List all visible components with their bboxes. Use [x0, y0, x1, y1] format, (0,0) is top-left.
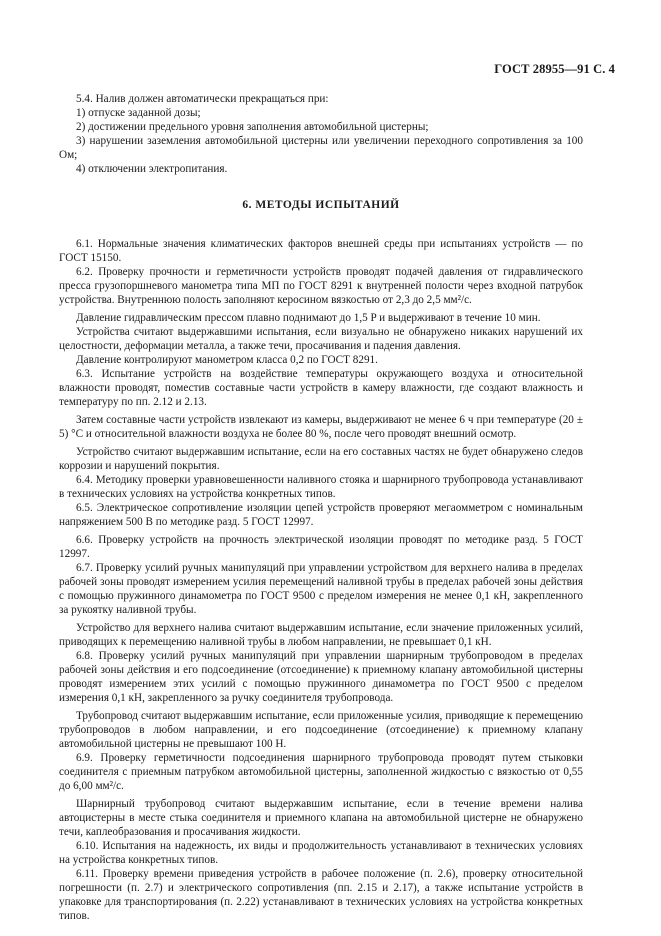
clause-6-10: 6.10. Испытания на надежность, их виды и продолжительность устанавливают в технических условиях на устройства конкретных типов.: [59, 840, 583, 866]
page-content: [59, 92, 583, 923]
clause-6-2: 6.2. Проверку прочности и герметичности устройств проводят подачей давления от гидравлического пресса грузопоршневого манометра типа МП по ГОСТ 8291 к внутренней полости через входной патрубок устройства. Внутреннюю полость заполняют керосином вязкостью от 2,3 до 2,5 мм²/с.: [59, 266, 583, 306]
clause-6-4: 6.4. Методику проверки уравновешенности наливного стояка и шарнирного трубопровода устанавливают в технических условиях на устройства конкретных типов.: [59, 474, 583, 500]
clause-6-9: 6.9. Проверку герметичности подсоединения шарнирного трубопровода проводят путем стыковки соединителя с приемным патрубком автомобильной цистерны, заполненной жидкостью с вязкостью от 0,55 до 6,00 мм²/с.: [59, 752, 583, 792]
clause-5-4-item-2: 2) достижении предельного уровня заполнения автомобильной цистерны;: [76, 121, 429, 133]
clause-6-3: 6.3. Испытание устройств на воздействие температуры окружающего воздуха и относительной влажности проводят, поместив составные части устройств в камеру влажности, где создают влажность и температуру по пп. 2.12 и 2.13.: [59, 368, 583, 408]
clause-6-2-control: Давление контролируют манометром класса 0,2 по ГОСТ 8291.: [76, 354, 378, 366]
clause-5-4-item-3: 3) нарушении заземления автомобильной цистерны или увеличении переходного сопротивления за 100 Ом;: [59, 135, 583, 161]
clause-6-1: 6.1. Нормальные значения климатических факторов внешней среды при испытаниях устройств — по ГОСТ 15150.: [59, 238, 583, 264]
clause-6-2-criteria: Устройства считают выдержавшими испытания, если визуально не обнаружено никаких нарушений их целостности, деформации металла, а также течи, просачивания и падения давления.: [59, 326, 583, 352]
clause-6-6: 6.6. Проверку устройств на прочность электрической изоляции проводят по методике разд. 5 ГОСТ 12997.: [59, 534, 583, 560]
page-header: ГОСТ 28955—91 С. 4: [494, 62, 615, 76]
clause-6-2-pressure: Давление гидравлическим прессом плавно поднимают до 1,5 P и выдерживают в течение 10 мин.: [76, 312, 541, 324]
clause-6-3-criteria: Устройство считают выдержавшим испытание, если на его составных частях не будет обнаружено следов коррозии и нарушений покрытия.: [59, 446, 583, 472]
clause-6-3-procedure: Затем составные части устройств извлекают из камеры, выдерживают не менее 6 ч при температуре (20 ± 5) °С и относительной влажности воздуха не более 80 %, после чего проводят внешний осмотр.: [59, 414, 583, 440]
clause-5-4-item-4: 4) отключении электропитания.: [76, 163, 228, 175]
clause-6-7: 6.7. Проверку усилий ручных манипуляций при управлении устройством для верхнего налива в пределах рабочей зоны проводят измерением усилия перемещений наливной трубы в пределах рабочей зоны действия с помощью пружинного динамометра по ГОСТ 9500 с пределом измерения не менее 0,1 кН, закрепленного за рукоятку наливной трубы.: [59, 562, 583, 616]
section-title: 6. МЕТОДЫ ИСПЫТАНИЙ: [242, 199, 400, 211]
clause-6-8-criteria: Трубопровод считают выдержавшим испытание, если приложенные усилия, приводящие к перемещению трубопроводов в любом направлении, и его подсоединение (отсоединение) к приемному клапану автомобильной цистерны не превышают 100 Н.: [59, 710, 583, 750]
clause-5-4-item-1: 1) отпуске заданной дозы;: [76, 107, 201, 119]
clause-6-9-criteria: Шарнирный трубопровод считают выдержавшим испытание, если в течение времени налива автоцистерны в месте стыка соединителя и приемного клапана на автомобильной цистерне не обнаружено течи, каплеобразования и просачивания жидкости.: [59, 798, 583, 838]
clause-6-8: 6.8. Проверку усилий ручных манипуляций при управлении шарнирным трубопроводом в пределах рабочей зоны действия и его подсоединение (отсоединение) к приемному клапану автомобильной цистерны проводят измерением этих усилий с помощью пружинного динамометра по ГОСТ 9500 с пределом измерения 0,1 кН, закрепленного за ручку соединителя трубопровода.: [59, 650, 583, 704]
clause-6-7-criteria: Устройство для верхнего налива считают выдержавшим испытание, если значение приложенных усилий, приводящих к перемещению наливной трубы в любом направлении, не превышает 0,1 кН.: [59, 622, 583, 648]
clause-6-11: 6.11. Проверку времени приведения устройств в рабочее положение (п. 2.6), проверку относительной погрешности (п. 2.7) и электрического сопротивления (пп. 2.15 и 2.17), а также испытание устройств в упаковке для транспортирования (п. 2.22) устанавливают в технических условиях на устройства конкретных типов.: [59, 868, 583, 922]
clause-5-4: 5.4. Налив должен автоматически прекращаться при:: [76, 93, 329, 105]
clause-6-5: 6.5. Электрическое сопротивление изоляции цепей устройств проверяют мегаомметром с номинальным напряжением 500 В по методике разд. 5 ГОСТ 12997.: [59, 502, 583, 528]
